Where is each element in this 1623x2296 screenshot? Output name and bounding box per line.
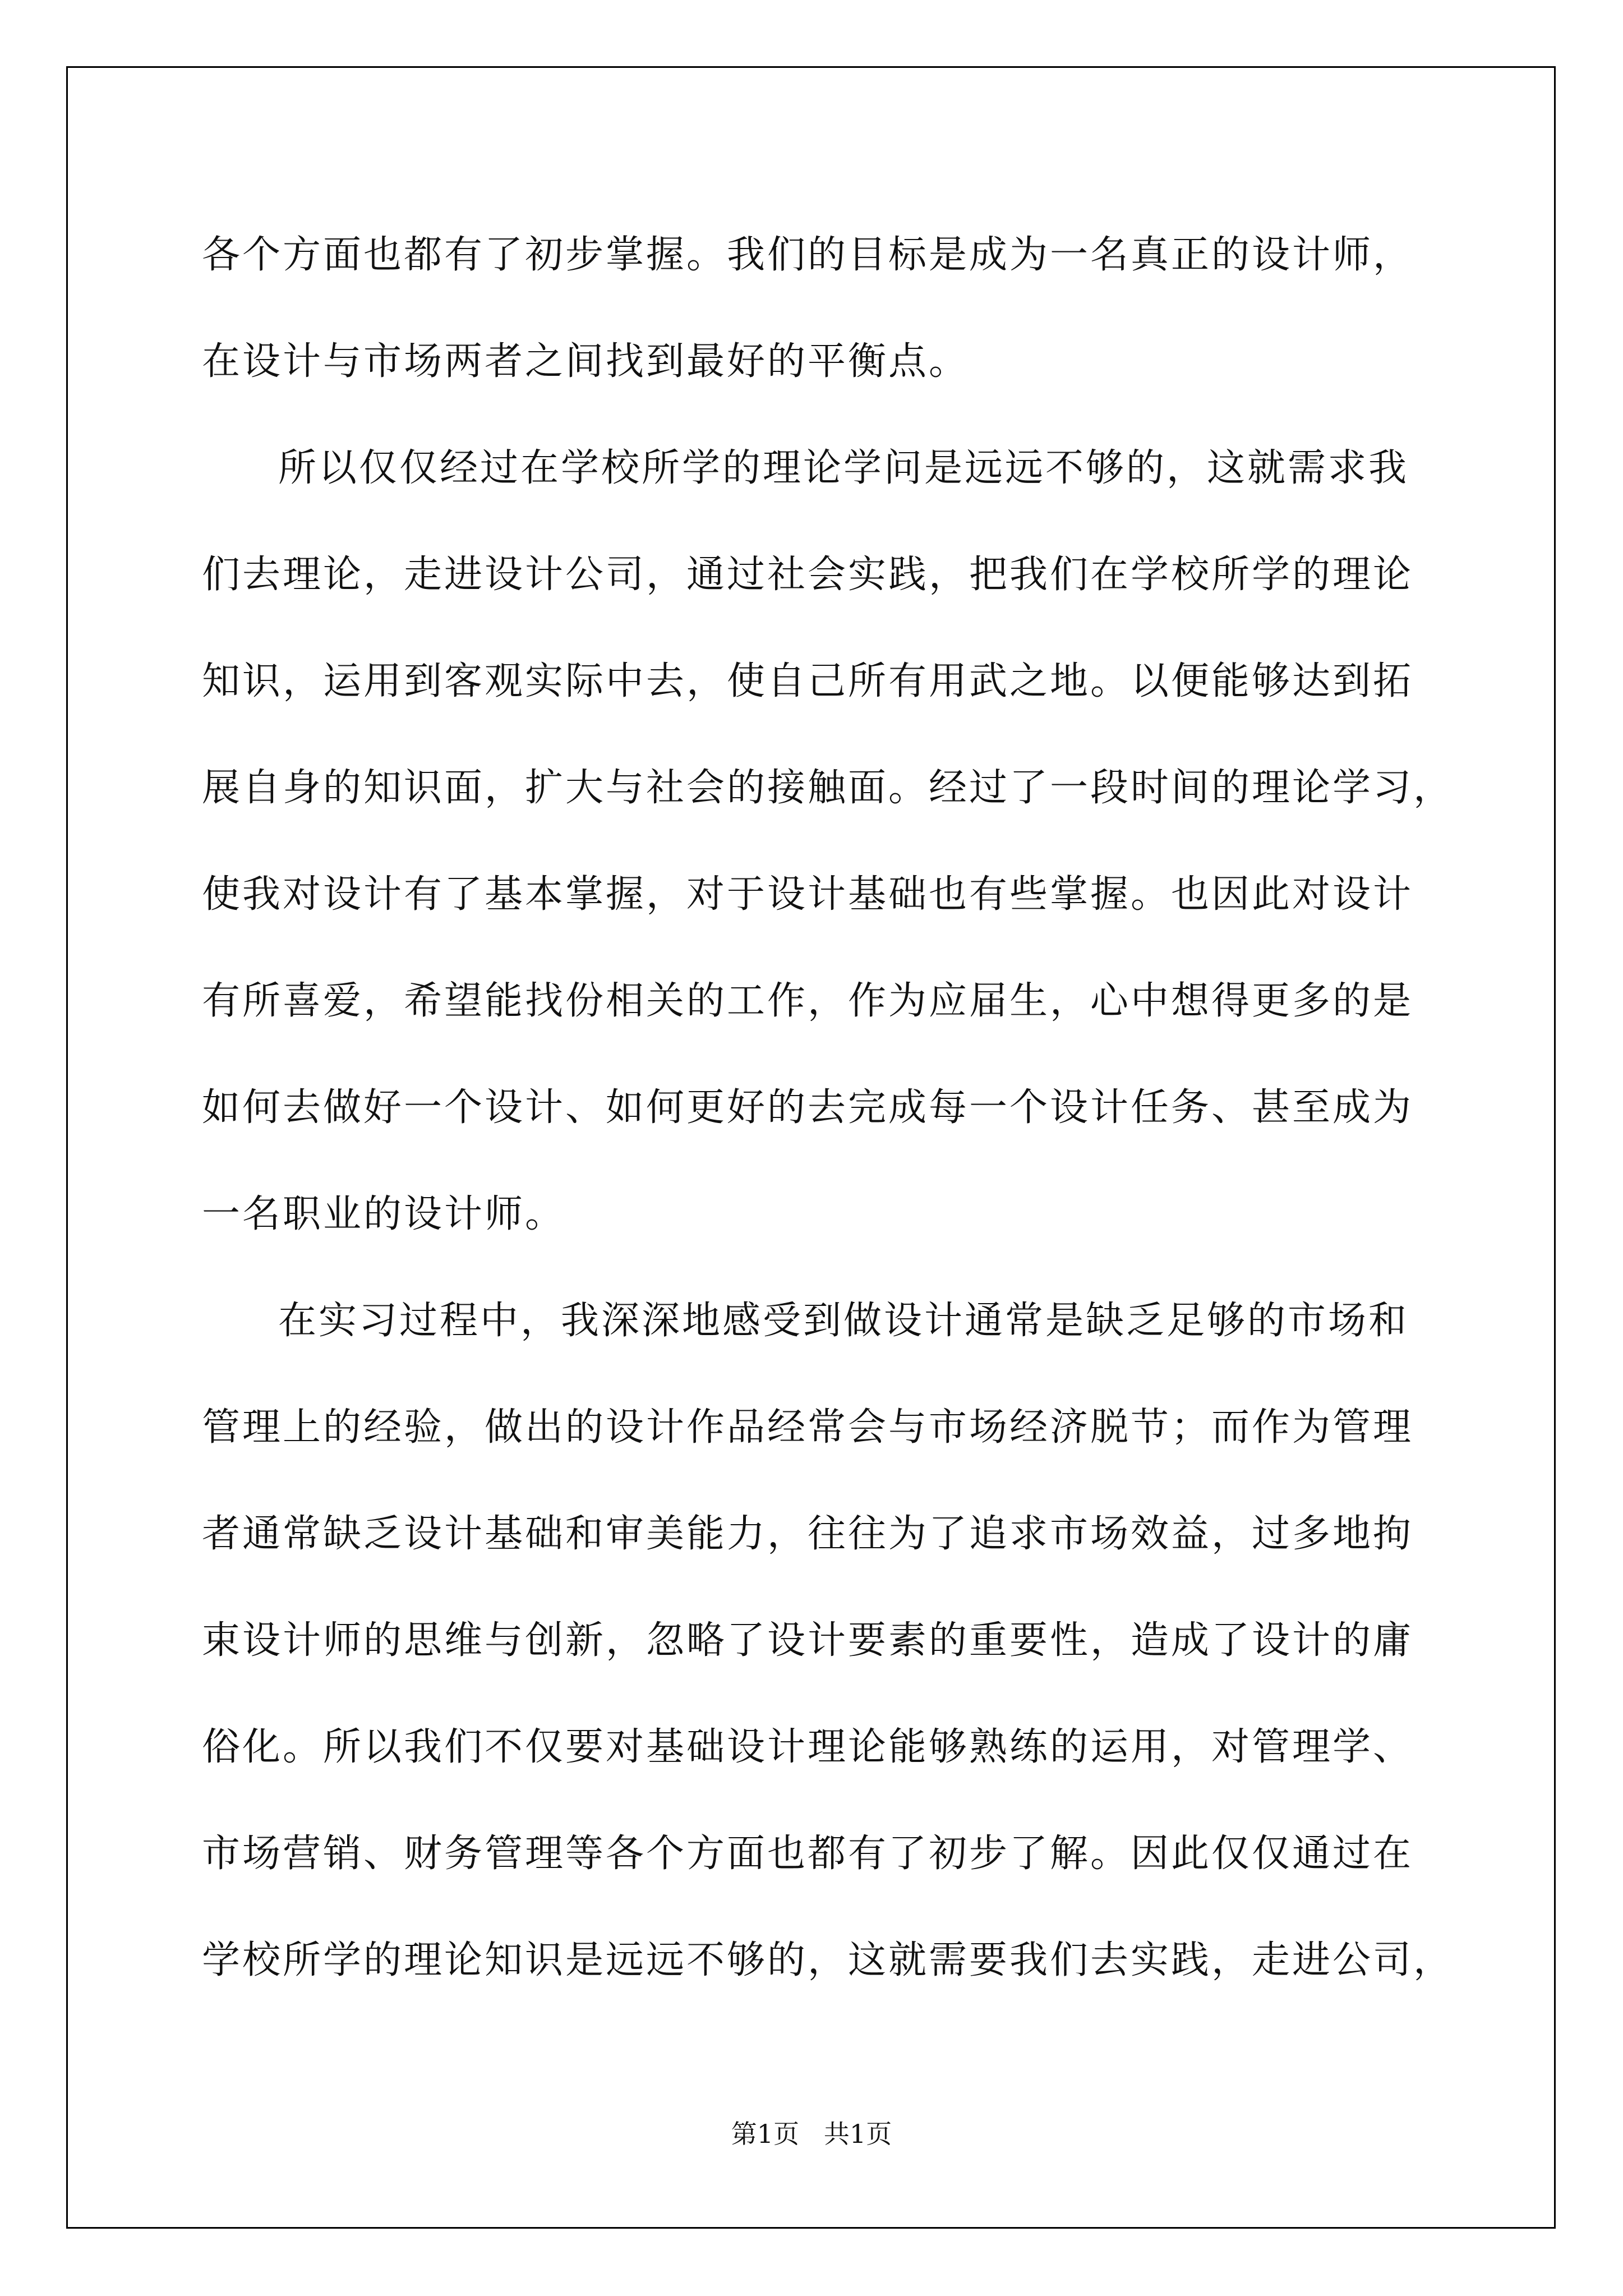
text-line: 在设计与市场两者之间找到最好的平衡点。: [202, 339, 970, 384]
text-line: 俗化。所以我们不仅要对基础设计理论能够熟练的运用，对管理学、: [202, 1725, 1414, 1769]
text-line: 管理上的经验，做出的设计作品经常会与市场经济脱节；而作为管理: [202, 1405, 1414, 1450]
document-body: [202, 202, 1454, 2014]
text-line: 在实习过程中，我深深地感受到做设计通常是缺乏足够的市场和: [278, 1299, 1409, 1343]
page-number-footer: 第1页 共1页: [731, 2119, 892, 2149]
text-line: 各个方面也都有了初步掌握。我们的目标是成为一名真正的设计师，: [202, 233, 1414, 277]
text-line: 者通常缺乏设计基础和审美能力，往往为了追求市场效益，过多地拘: [202, 1512, 1414, 1556]
text-line: 学校所学的理论知识是远远不够的，这就需要我们去实践，走进公司，: [202, 1938, 1454, 1982]
text-line: 一名职业的设计师。: [202, 1192, 566, 1236]
text-line: 们去理论，走进设计公司，通过社会实践，把我们在学校所学的理论: [202, 553, 1414, 597]
text-line: 如何去做好一个设计、如何更好的去完成每一个设计任务、甚至成为: [202, 1085, 1414, 1130]
text-line: 所以仅仅经过在学校所学的理论学问是远远不够的，这就需求我: [278, 446, 1409, 490]
text-line: 使我对设计有了基本掌握，对于设计基础也有些掌握。也因此对设计: [202, 872, 1414, 917]
text-line: 知识，运用到客观实际中去，使自己所有用武之地。以便能够达到拓: [202, 659, 1414, 703]
text-line: 有所喜爱，希望能找份相关的工作，作为应届生，心中想得更多的是: [202, 979, 1414, 1023]
text-line: 束设计师的思维与创新，忽略了设计要素的重要性，造成了设计的庸: [202, 1618, 1414, 1663]
text-line: 展自身的知识面，扩大与社会的接触面。经过了一段时间的理论学习，: [202, 766, 1454, 810]
text-line: 市场营销、财务管理等各个方面也都有了初步了解。因此仅仅通过在: [202, 1832, 1414, 1876]
